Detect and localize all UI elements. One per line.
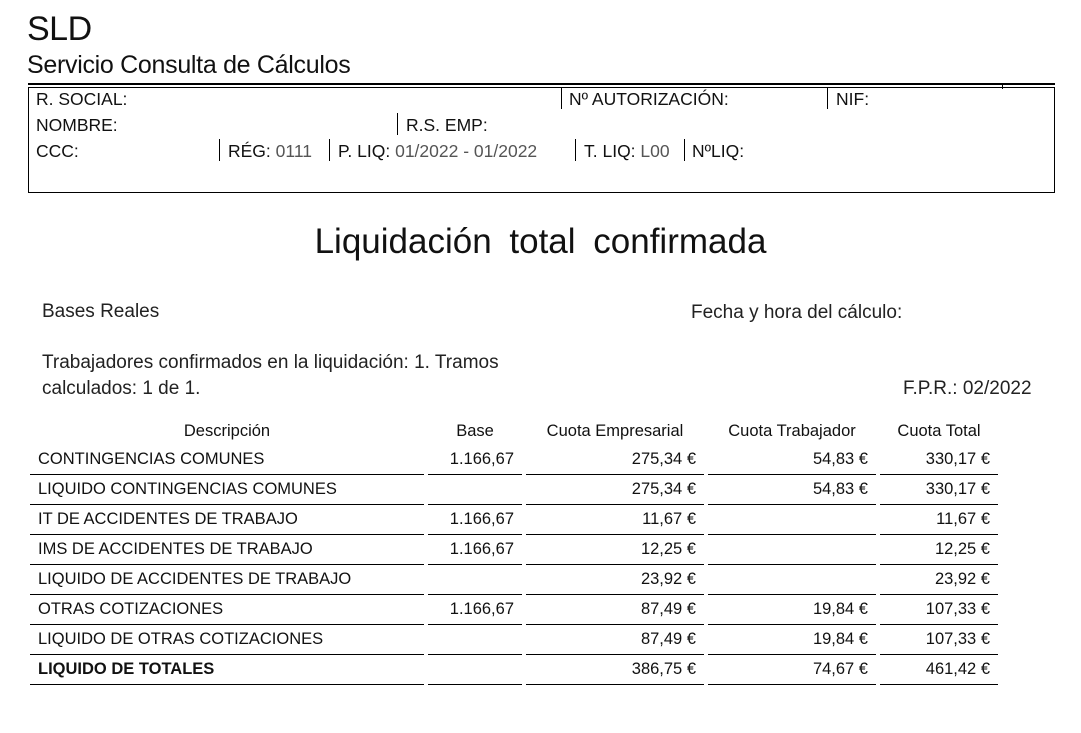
cell-base [428,565,522,595]
fpr-label: F.P.R.: 02/2022 [903,378,1032,399]
column-header-descripcion: Descripción [183,421,271,440]
table-row [30,505,998,535]
table-row [30,445,998,475]
app-subtitle: Servicio Consulta de Cálculos [27,51,351,79]
cell-base [428,655,522,685]
cell-cuota-trabajador: 74,67 € [708,655,876,685]
cell-cuota-total: 23,92 € [880,565,998,595]
cell-cuota-empresarial: 12,25 € [526,535,704,565]
column-header-cuota-trabajador: Cuota Trabajador [728,421,856,440]
cell-descripcion: CONTINGENCIAS COMUNES [30,445,424,475]
cell-base: 1.166,67 [428,445,522,475]
periodo-liquidacion-value: 01/2022 - 01/2022 [395,141,538,161]
cell-cuota-trabajador: 19,84 € [708,625,876,655]
field-separator [1002,84,1003,89]
cell-base [428,475,522,505]
field-separator [219,139,220,161]
cell-cuota-total: 107,33 € [880,595,998,625]
regimen-value: 0111 [275,141,313,161]
ccc-label: CCC: [36,141,79,161]
cell-descripcion: LIQUIDO CONTINGENCIAS COMUNES [30,475,424,505]
table-row [30,565,998,595]
cell-descripcion: LIQUIDO DE ACCIDENTES DE TRABAJO [30,565,424,595]
cell-cuota-total: 11,67 € [880,505,998,535]
cell-descripcion: LIQUIDO DE TOTALES [30,655,424,685]
cell-cuota-total: 12,25 € [880,535,998,565]
regimen-field [228,141,312,162]
company-info-box [28,87,1055,193]
table-row [30,535,998,565]
autorizacion-label: Nº AUTORIZACIÓN: [569,89,729,109]
field-separator [827,87,828,109]
nif-label: NIF: [836,89,870,109]
cell-cuota-trabajador [708,505,876,535]
cell-descripcion: OTRAS COTIZACIONES [30,595,424,625]
column-header-cuota-total: Cuota Total [897,421,981,440]
cell-cuota-total: 330,17 € [880,445,998,475]
tipo-liquidacion-value: L00 [640,141,670,161]
field-separator [684,139,685,161]
cell-cuota-empresarial: 275,34 € [526,445,704,475]
field-separator [397,113,398,135]
cell-cuota-empresarial: 275,34 € [526,475,704,505]
cell-descripcion: IMS DE ACCIDENTES DE TRABAJO [30,535,424,565]
cell-cuota-trabajador [708,565,876,595]
document-title: Liquidación total confirmada [314,222,767,261]
tipo-liquidacion-field [584,141,670,162]
cell-base [428,625,522,655]
regimen-label: RÉG: [228,141,271,161]
field-separator [575,139,576,161]
cell-cuota-trabajador [708,535,876,565]
cell-descripcion: IT DE ACCIDENTES DE TRABAJO [30,505,424,535]
trabajadores-text-line2: calculados: 1 de 1. [42,378,201,399]
periodo-liquidacion-field [338,141,537,162]
header-divider [28,83,1055,85]
table-row [30,595,998,625]
fecha-hora-label: Fecha y hora del cálculo: [691,302,903,323]
bases-label: Bases Reales [42,301,160,322]
rs-emp-label: R.S. EMP: [406,115,488,135]
column-header-cuota-empresarial: Cuota Empresarial [546,421,684,440]
nombre-label: NOMBRE: [36,115,118,135]
cell-cuota-trabajador: 54,83 € [708,445,876,475]
cell-base: 1.166,67 [428,595,522,625]
cell-descripcion: LIQUIDO DE OTRAS COTIZACIONES [30,625,424,655]
trabajadores-text-line1: Trabajadores confirmados en la liquidación: 1. Tramos [42,352,499,373]
cell-cuota-total: 461,42 € [880,655,998,685]
app-title: SLD [27,10,92,48]
periodo-liquidacion-label: P. LIQ: [338,141,391,161]
cell-cuota-empresarial: 87,49 € [526,625,704,655]
cell-base: 1.166,67 [428,535,522,565]
table-header-row [30,417,998,445]
tipo-liquidacion-label: T. LIQ: [584,141,636,161]
table-row [30,475,998,505]
field-separator [561,87,562,109]
table-row [30,625,998,655]
cell-cuota-empresarial: 11,67 € [526,505,704,535]
field-separator [329,139,330,161]
cell-cuota-empresarial: 87,49 € [526,595,704,625]
cell-cuota-trabajador: 19,84 € [708,595,876,625]
calculation-table [30,417,998,685]
cell-cuota-total: 330,17 € [880,475,998,505]
cell-cuota-empresarial: 386,75 € [526,655,704,685]
cell-cuota-empresarial: 23,92 € [526,565,704,595]
column-header-base: Base [456,421,494,440]
numero-liquidacion-label: NºLIQ: [692,141,745,161]
cell-base: 1.166,67 [428,505,522,535]
cell-cuota-trabajador: 54,83 € [708,475,876,505]
table-total-row [30,655,998,685]
r-social-label: R. SOCIAL: [36,89,128,109]
cell-cuota-total: 107,33 € [880,625,998,655]
